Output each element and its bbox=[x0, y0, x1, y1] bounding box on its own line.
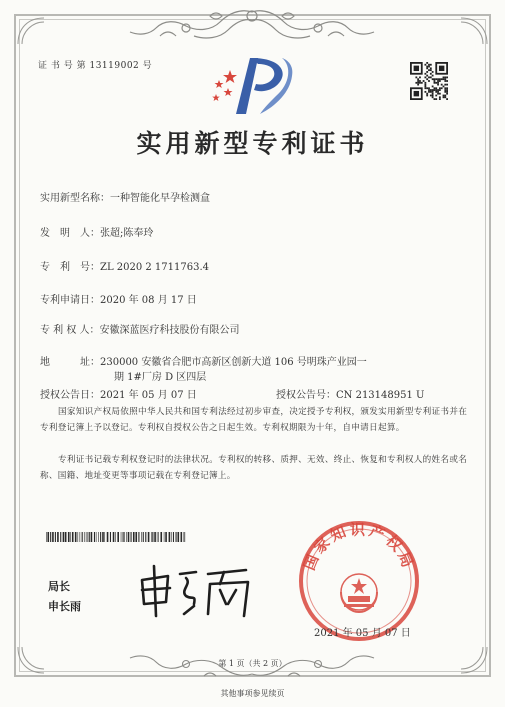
corner-ornament-tl bbox=[16, 16, 46, 46]
field-utility-name bbox=[40, 189, 210, 204]
continuation-note: 其他事项参见续页 bbox=[220, 689, 285, 698]
body-paragraph-1: 国家知识产权局依照中华人民共和国专利法经过初步审查，决定授予专利权，颁发实用新型专利证书并在专利登记簿上予以登记。专利权自授权公告之日起生效。专利权期限为十年，自申请日起算。 bbox=[40, 407, 468, 433]
qr-code bbox=[410, 62, 448, 100]
field-value: ZL 2020 2 1711763.4 bbox=[100, 262, 210, 273]
signature-title: 局长 bbox=[48, 580, 70, 593]
certificate-number-label: 证 书 号 第 bbox=[38, 61, 87, 71]
field-value: 张超;陈奉玲 bbox=[100, 228, 154, 239]
page-indicator: 第 1 页（共 2 页） bbox=[218, 659, 287, 668]
field-value: 2021 年 05 月 07 日 bbox=[100, 390, 197, 401]
field-value: 230000 安徽省合肥市高新区创新大道 106 号明珠产业园一 bbox=[100, 357, 367, 368]
corner-ornament-tr bbox=[459, 16, 489, 46]
field-address bbox=[40, 353, 367, 368]
logo-stars bbox=[212, 70, 237, 101]
body-paragraph-2: 专利证书记载专利权登记时的法律状况。专利权的转移、质押、无效、终止、恢复和专利权人的姓名或名称、国籍、地址变更等事项记载在专利登记簿上。 bbox=[40, 455, 468, 481]
field-label: 授权公告日： bbox=[40, 390, 100, 401]
field-value: 一种智能化早孕检测盒 bbox=[110, 193, 210, 204]
seal-text: 国家知识产权局 bbox=[300, 520, 418, 573]
certificate-number bbox=[38, 58, 152, 71]
field-address-line2 bbox=[114, 368, 206, 383]
patent-office-logo bbox=[206, 52, 298, 118]
field-value: 安徽深蓝医疗科技股份有限公司 bbox=[99, 325, 240, 336]
field-application-date bbox=[40, 291, 197, 306]
field-label: 授权公告号： bbox=[276, 390, 336, 401]
field-label: 专 利 号： bbox=[40, 262, 100, 273]
field-label: 发 明 人： bbox=[40, 228, 100, 239]
field-label: 专 利 权 人： bbox=[40, 325, 100, 336]
seal-date: 2021 年 05 月 07 日 bbox=[314, 628, 411, 639]
barcode bbox=[46, 532, 186, 542]
field-label: 实用新型名称： bbox=[40, 193, 110, 204]
certificate-number-value: 13119002 bbox=[89, 61, 140, 71]
svg-text:国家知识产权局 bbox=[300, 520, 418, 572]
field-patentee bbox=[40, 321, 240, 336]
field-inventors bbox=[40, 224, 153, 239]
field-label: 专利申请日： bbox=[40, 295, 100, 306]
certificate-number-suffix: 号 bbox=[142, 61, 153, 71]
field-patent-number bbox=[40, 258, 209, 273]
field-label: 地 址： bbox=[40, 357, 100, 368]
signature-handwriting bbox=[136, 560, 266, 620]
signature-name: 申长雨 bbox=[48, 600, 81, 613]
national-emblem-icon bbox=[341, 574, 377, 612]
announcement-number bbox=[276, 386, 424, 401]
field-value: CN 213148951 U bbox=[336, 390, 425, 401]
announcement-date bbox=[40, 386, 197, 401]
top-ornament bbox=[120, 6, 385, 46]
page-title: 实用新型专利证书 bbox=[136, 129, 369, 158]
field-value: 期 1#厂房 D 区四层 bbox=[114, 372, 207, 383]
field-value: 2020 年 08 月 17 日 bbox=[100, 295, 197, 306]
